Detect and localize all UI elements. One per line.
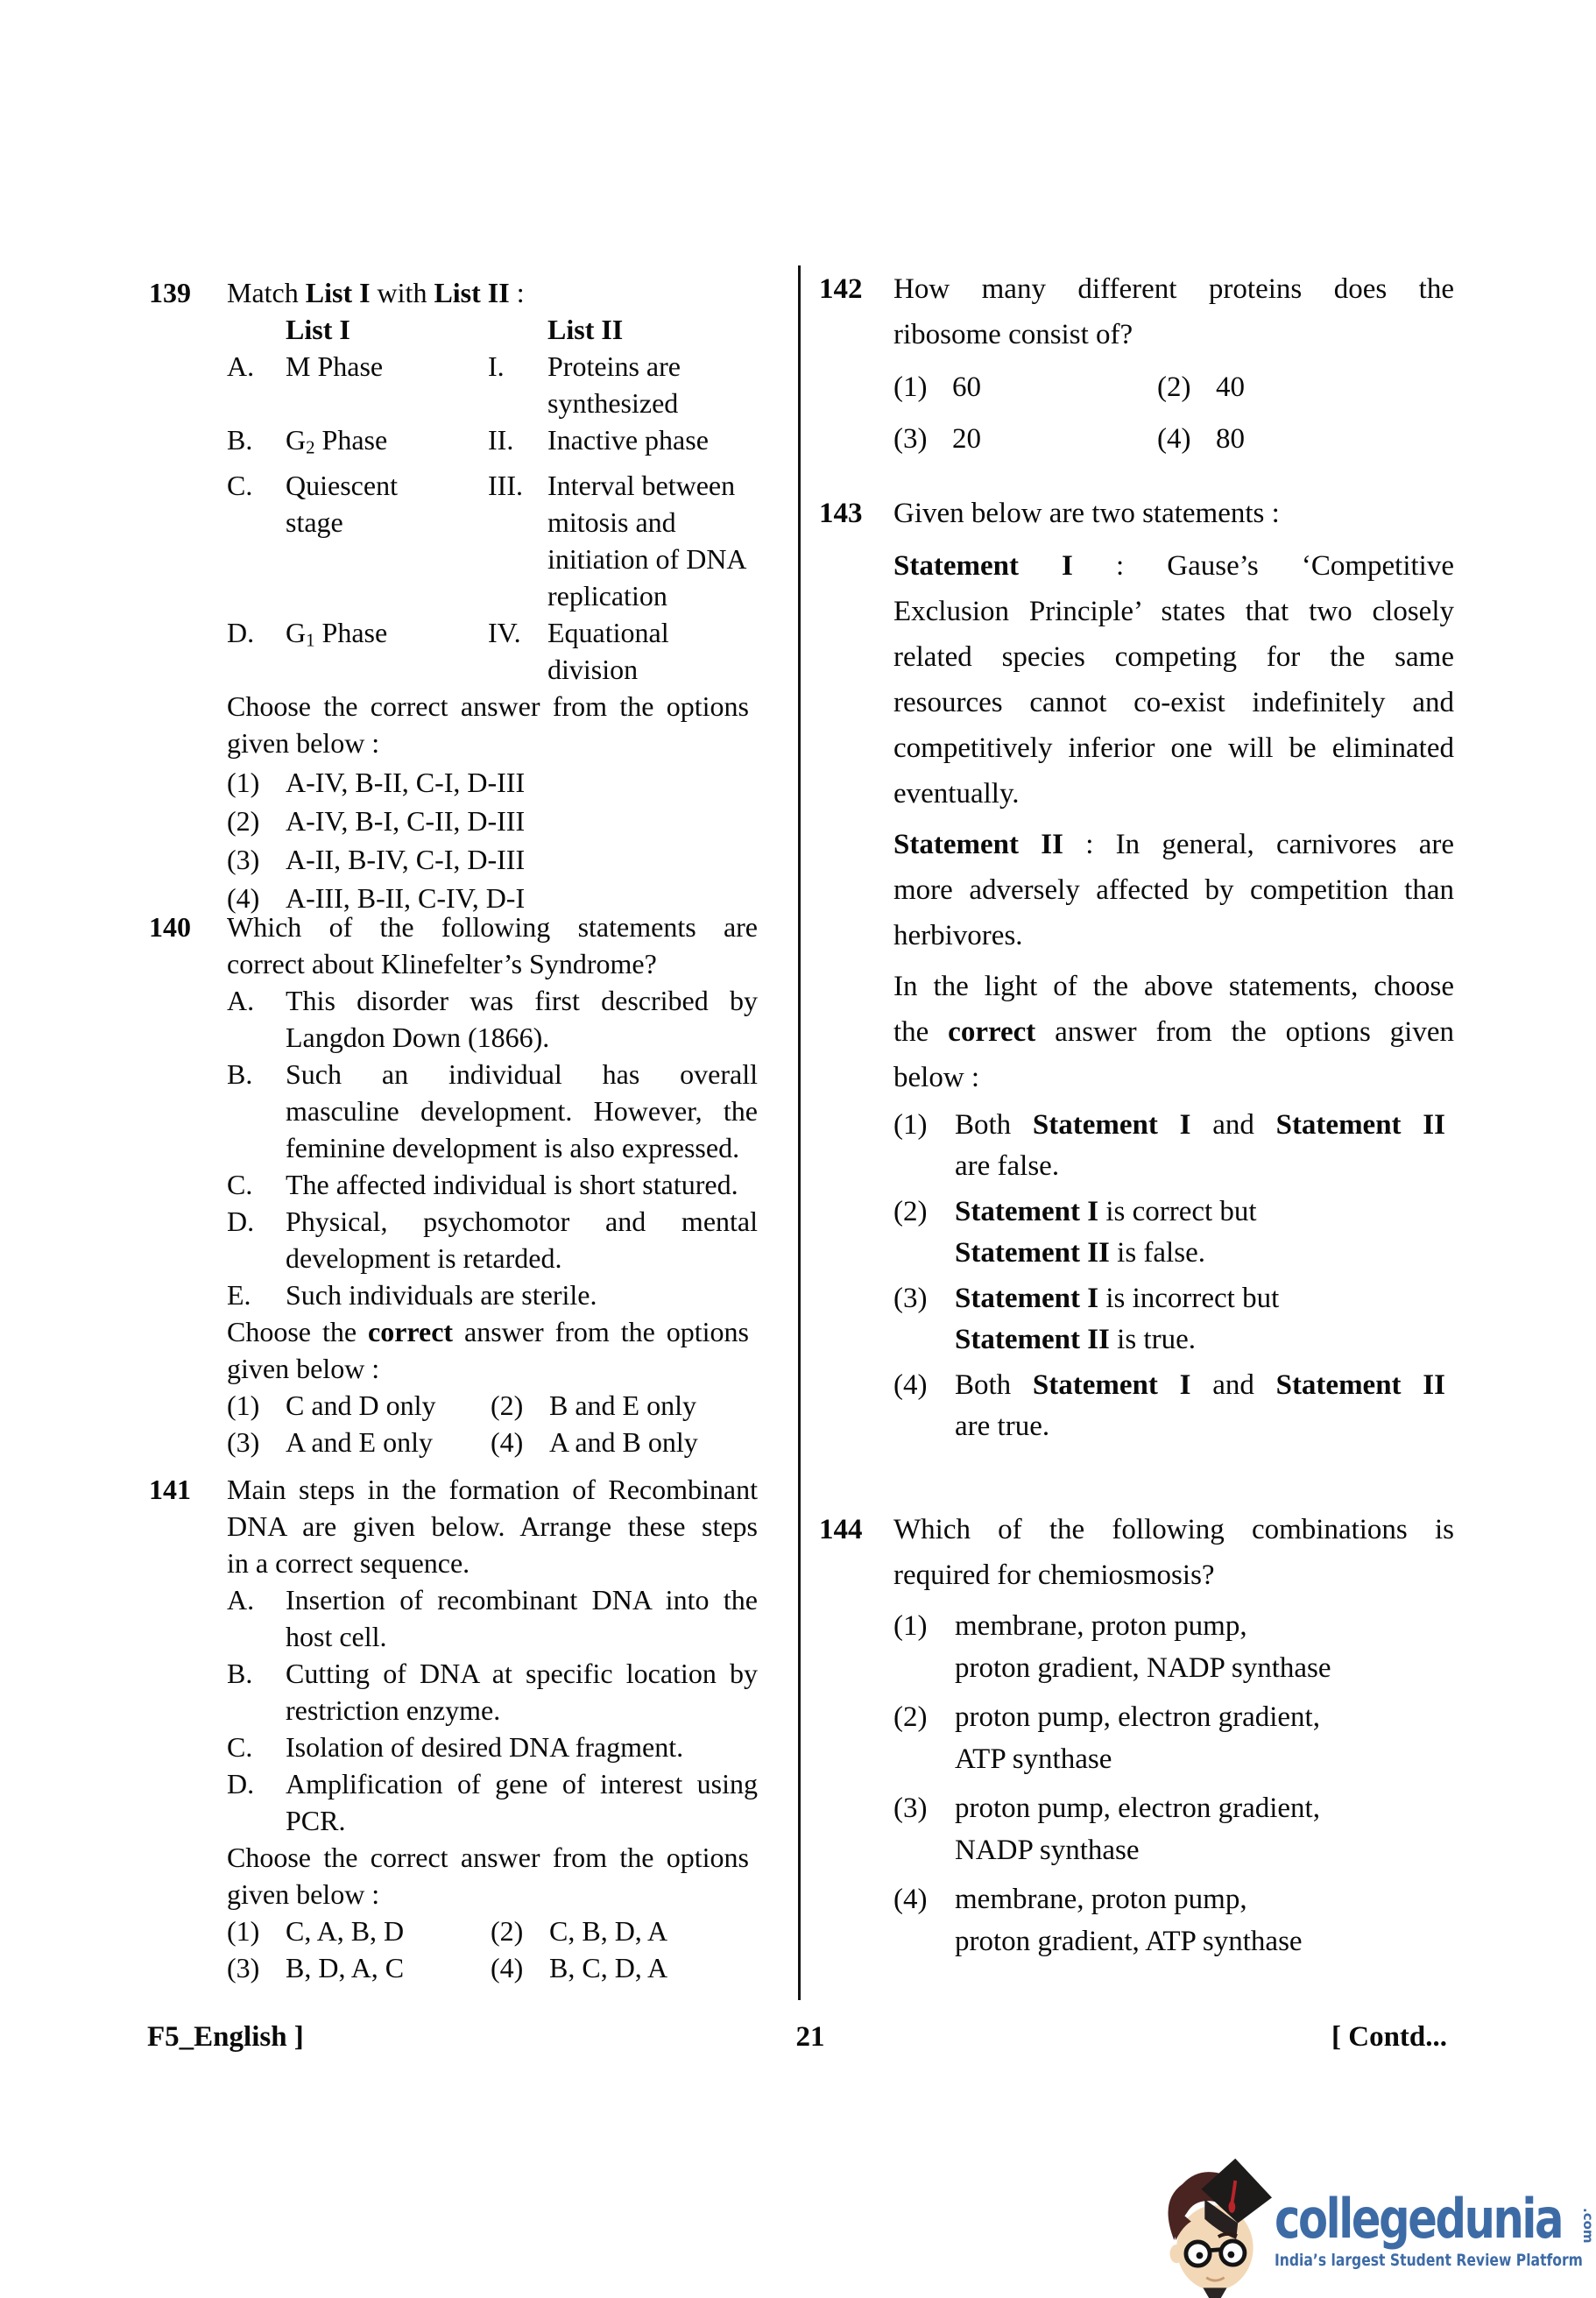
item-text xyxy=(286,1166,758,1203)
text-line: How many different proteins does the xyxy=(893,273,1454,305)
option-text xyxy=(955,1278,1445,1361)
row-item xyxy=(286,421,488,467)
option-text xyxy=(955,1191,1445,1274)
option-label: (1) xyxy=(227,766,260,798)
option-text xyxy=(955,1787,1445,1871)
text-line: DNA are given below. Arrange these steps xyxy=(227,1510,758,1542)
text-line: NADP synthase xyxy=(955,1835,1140,1866)
statement-b xyxy=(227,1056,758,1166)
question-144-text xyxy=(893,1507,1454,1598)
option-text xyxy=(955,1605,1445,1689)
text-line: $G_2$ Phase xyxy=(286,424,388,458)
text-line: below : xyxy=(893,1062,980,1093)
text-line: Such an individual has overall xyxy=(286,1058,758,1090)
options-row-2 xyxy=(893,416,1470,462)
item-letter: C. xyxy=(227,1169,253,1200)
option-text: 20 xyxy=(952,423,981,455)
text-line: Amplification of gene of interest using xyxy=(286,1768,758,1800)
step-a xyxy=(227,1581,758,1655)
option-label: (2) xyxy=(1157,371,1191,403)
list1-header: List I xyxy=(286,314,350,345)
option-text: A-IV, B-II, C-I, D-III xyxy=(286,766,526,798)
question-140-text xyxy=(227,909,758,982)
item-text xyxy=(286,1276,758,1313)
option-text: 40 xyxy=(1216,371,1245,403)
option-text: B, C, D, A xyxy=(549,1952,668,1983)
option-text xyxy=(955,1696,1445,1780)
question-142-text xyxy=(893,266,1454,357)
item-text xyxy=(286,982,758,1056)
question-139-intro xyxy=(227,274,758,311)
options-row-2 xyxy=(227,1424,758,1460)
text-line: given below : xyxy=(227,1878,380,1910)
option-label: (1) xyxy=(227,1389,260,1421)
option-label: (1) xyxy=(893,1610,928,1642)
text-line: Which of the following combinations is xyxy=(893,1514,1454,1545)
text-line: initiation of DNA xyxy=(547,542,747,575)
statement-a xyxy=(227,982,758,1056)
text-line: stage xyxy=(286,506,343,538)
text-line: proton pump, electron gradient, xyxy=(955,1701,1320,1733)
row-letter: D. xyxy=(227,616,255,648)
item-letter: A. xyxy=(227,1584,255,1616)
row-letter: B. xyxy=(227,424,253,456)
text-line: more adversely affected by competition than xyxy=(893,874,1454,906)
statement-2 xyxy=(893,822,1454,958)
column-divider-rule xyxy=(798,265,801,2000)
option-1 xyxy=(893,1605,1470,1689)
text-line: Choose the correct answer from the options xyxy=(227,689,749,722)
match-row-a xyxy=(227,348,758,421)
option-text: C, A, B, D xyxy=(286,1915,405,1947)
option-label: (1) xyxy=(893,371,928,403)
step-d xyxy=(227,1765,758,1839)
option-1 xyxy=(227,763,758,802)
text-line: given below : xyxy=(227,1353,380,1384)
text-line: $G_1$ Phase xyxy=(286,616,388,651)
text-line: The affected individual is short statured. xyxy=(286,1169,738,1200)
step-b xyxy=(227,1655,758,1729)
option-2 xyxy=(227,802,758,840)
option-label: (3) xyxy=(893,1792,928,1824)
logo-text xyxy=(1275,2187,1596,2270)
text-line: proton gradient, NADP synthase xyxy=(955,1652,1331,1684)
text-line: correct about Klinefelter’s Syndrome? xyxy=(227,948,657,979)
text-line: Statement I is correct but xyxy=(955,1196,1257,1227)
question-142-number: 142 xyxy=(819,273,863,305)
row-numeral: II. xyxy=(488,424,514,456)
text-line: Quiescent xyxy=(286,469,398,501)
match-row-c xyxy=(227,467,758,614)
row-letter: A. xyxy=(227,350,255,382)
text-line: Choose the correct answer from the options xyxy=(227,1316,750,1347)
text-line: herbivores. xyxy=(893,920,1023,951)
row-numeral: IV. xyxy=(488,616,521,648)
question-144 xyxy=(815,1507,1470,1962)
text-line: mitosis and xyxy=(547,506,676,538)
choose-instruction xyxy=(227,1313,749,1387)
text-line: Physical, psychomotor and mental xyxy=(286,1206,758,1237)
collegedunia-mascot-icon xyxy=(1152,2152,1275,2298)
question-140 xyxy=(140,909,758,1460)
option-4 xyxy=(893,1365,1470,1447)
text-line: Insertion of recombinant DNA into the xyxy=(286,1584,758,1616)
statement-1 xyxy=(893,543,1454,817)
option-text: 80 xyxy=(1216,423,1245,455)
row-letter: C. xyxy=(227,469,253,501)
text-line: Given below are two statements : xyxy=(893,498,1280,529)
footer-contd-label: [ Contd... xyxy=(1331,2021,1448,2053)
option-2 xyxy=(893,1191,1470,1274)
option-label: (3) xyxy=(893,1283,928,1314)
logo-tld-text: .com xyxy=(1580,2208,1596,2244)
question-139-options xyxy=(227,763,758,917)
text-line: M Phase xyxy=(286,350,384,382)
item-letter: D. xyxy=(227,1768,255,1800)
match-row-b xyxy=(227,421,758,467)
option-3 xyxy=(893,1278,1470,1361)
footer-paper-code: F5_English ] xyxy=(147,2021,304,2053)
question-142-options xyxy=(893,364,1470,462)
item-text xyxy=(286,1729,758,1765)
option-label: (3) xyxy=(227,1426,260,1458)
text-line: proton pump, electron gradient, xyxy=(955,1792,1320,1824)
text-line: development is retarded. xyxy=(286,1242,562,1274)
question-144-options xyxy=(893,1605,1470,1962)
option-label: (2) xyxy=(491,1389,524,1421)
item-text xyxy=(286,1581,758,1655)
list2-header: List II xyxy=(547,314,624,345)
option-3 xyxy=(893,1787,1470,1871)
option-label: (1) xyxy=(893,1109,928,1141)
text-line: given below : xyxy=(227,726,380,759)
question-143-options xyxy=(893,1105,1470,1447)
option-label: (2) xyxy=(227,804,260,837)
text-line: synthesized xyxy=(547,387,679,419)
row-numeral: III. xyxy=(488,469,523,501)
text-line: Inactive phase xyxy=(547,424,709,456)
option-label: (4) xyxy=(893,1369,928,1401)
row-desc xyxy=(547,421,753,467)
option-text: B and E only xyxy=(549,1389,696,1421)
match-table-header xyxy=(227,311,758,348)
choose-instruction xyxy=(227,688,749,761)
option-text: A-IV, B-I, C-II, D-III xyxy=(286,804,526,837)
item-letter: D. xyxy=(227,1206,255,1237)
footer-page-number: 21 xyxy=(795,2021,825,2053)
option-text: A-III, B-II, C-IV, D-I xyxy=(286,881,526,914)
row-item xyxy=(286,348,488,421)
option-3 xyxy=(227,840,758,879)
collegedunia-logo xyxy=(1143,2145,1596,2298)
text-line: In the light of the above statements, choose xyxy=(893,971,1454,1002)
item-text xyxy=(286,1056,758,1166)
option-label: (4) xyxy=(1157,423,1191,455)
text-line: Isolation of desired DNA fragment. xyxy=(286,1731,684,1763)
question-141 xyxy=(140,1471,758,1986)
text-line: Langdon Down (1866). xyxy=(286,1022,550,1053)
option-label: (3) xyxy=(893,423,928,455)
option-text: C and D only xyxy=(286,1389,436,1421)
option-label: (3) xyxy=(227,843,260,875)
text-line: Interval between xyxy=(547,469,736,501)
text-line: division xyxy=(547,653,639,685)
text-line: Match List I with List II : xyxy=(227,277,525,308)
option-2 xyxy=(893,1696,1470,1780)
text-line: masculine development. However, the xyxy=(286,1095,758,1127)
question-139-number: 139 xyxy=(149,277,191,308)
text-line: resources cannot co-exist indefinitely and xyxy=(893,687,1454,718)
question-140-options xyxy=(227,1387,758,1460)
text-line: Which of the following statements are xyxy=(227,911,758,943)
text-line: Main steps in the formation of Recombinant xyxy=(227,1474,758,1505)
option-label: (2) xyxy=(491,1915,524,1947)
text-line: Such individuals are sterile. xyxy=(286,1279,597,1311)
row-desc xyxy=(547,467,753,614)
item-letter: B. xyxy=(227,1058,253,1090)
option-text: B, D, A, C xyxy=(286,1952,405,1983)
text-line: host cell. xyxy=(286,1621,387,1652)
text-line: are true. xyxy=(955,1411,1050,1442)
row-item xyxy=(286,614,488,688)
text-line: membrane, proton pump, xyxy=(955,1610,1247,1642)
options-row-1 xyxy=(227,1387,758,1424)
step-c xyxy=(227,1729,758,1765)
option-text: A-II, B-IV, C-I, D-III xyxy=(286,843,526,875)
options-row-2 xyxy=(227,1949,758,1986)
option-label: (3) xyxy=(227,1952,260,1983)
question-143-text xyxy=(893,491,1454,536)
statement-d xyxy=(227,1203,758,1276)
question-144-number: 144 xyxy=(819,1514,863,1545)
option-label: (4) xyxy=(491,1952,524,1983)
text-line: Both Statement I and Statement II xyxy=(955,1369,1445,1401)
option-text: 60 xyxy=(952,371,981,403)
options-row-1 xyxy=(227,1913,758,1949)
option-label: (2) xyxy=(893,1701,928,1733)
option-text: A and E only xyxy=(286,1426,433,1458)
item-letter: B. xyxy=(227,1658,253,1689)
option-label: (2) xyxy=(893,1196,928,1227)
text-line: Statement I : Gause’s ‘Competitive xyxy=(893,550,1454,582)
text-line: Statement II is true. xyxy=(955,1324,1196,1355)
match-row-d xyxy=(227,614,758,688)
question-141-text xyxy=(227,1471,758,1581)
text-line: Statement II is false. xyxy=(955,1237,1205,1269)
question-143-number: 143 xyxy=(819,498,863,529)
question-142 xyxy=(815,266,1470,462)
statement-c xyxy=(227,1166,758,1203)
option-text xyxy=(955,1365,1445,1447)
text-line: PCR. xyxy=(286,1805,346,1836)
option-text xyxy=(955,1878,1445,1962)
item-text xyxy=(286,1203,758,1276)
option-text: A and B only xyxy=(549,1426,698,1458)
logo-tagline: India’s largest Student Review Platform xyxy=(1275,2251,1583,2270)
text-line: competitively inferior one will be eliminated xyxy=(893,732,1454,764)
text-line: Proteins are xyxy=(547,350,681,382)
choose-instruction xyxy=(227,1839,749,1913)
text-line: eventually. xyxy=(893,778,1020,810)
item-letter: E. xyxy=(227,1279,251,1311)
option-1 xyxy=(893,1105,1470,1187)
option-text xyxy=(955,1105,1445,1187)
row-desc xyxy=(547,614,753,688)
text-line: feminine development is also expressed. xyxy=(286,1132,740,1163)
option-text: C, B, D, A xyxy=(549,1915,668,1947)
item-letter: A. xyxy=(227,985,255,1016)
option-label: (4) xyxy=(893,1884,928,1915)
statement-e xyxy=(227,1276,758,1313)
item-text xyxy=(286,1655,758,1729)
text-line: replication xyxy=(547,579,667,612)
text-line: Both Statement I and Statement II xyxy=(955,1109,1445,1141)
text-line: Exclusion Principle’ states that two closely xyxy=(893,596,1454,627)
question-139 xyxy=(140,274,758,917)
text-line: related species competing for the same xyxy=(893,641,1454,673)
text-line: required for chemiosmosis? xyxy=(893,1559,1215,1591)
text-line: ATP synthase xyxy=(955,1743,1112,1775)
row-item xyxy=(286,467,488,614)
text-line: Choose the correct answer from the options xyxy=(227,1842,749,1873)
item-letter: C. xyxy=(227,1731,253,1763)
option-label: (4) xyxy=(491,1426,524,1458)
choose-instruction xyxy=(893,964,1454,1100)
text-line: proton gradient, ATP synthase xyxy=(955,1926,1303,1957)
text-line: This disorder was first described by xyxy=(286,985,758,1016)
text-line: in a correct sequence. xyxy=(227,1547,470,1579)
text-line: restriction enzyme. xyxy=(286,1694,501,1726)
text-line: are false. xyxy=(955,1150,1060,1182)
question-141-options xyxy=(227,1913,758,1986)
text-line: Equational xyxy=(547,616,669,648)
row-numeral: I. xyxy=(488,350,505,382)
option-label: (4) xyxy=(227,881,260,914)
row-desc xyxy=(547,348,753,421)
option-4 xyxy=(893,1878,1470,1962)
text-line: Statement I is incorrect but xyxy=(955,1283,1280,1314)
question-140-number: 140 xyxy=(149,911,191,943)
text-line: the correct answer from the options given xyxy=(893,1016,1454,1048)
logo-brand-text: collegedunia xyxy=(1275,2187,1563,2251)
text-line: Statement II : In general, carnivores are xyxy=(893,829,1454,860)
options-row-1 xyxy=(893,364,1470,410)
question-141-number: 141 xyxy=(149,1474,191,1505)
item-text xyxy=(286,1765,758,1839)
option-label: (1) xyxy=(227,1915,260,1947)
text-line: ribosome consist of? xyxy=(893,319,1133,350)
text-line: membrane, proton pump, xyxy=(955,1884,1247,1915)
question-143 xyxy=(815,491,1470,1447)
text-line: Cutting of DNA at specific location by xyxy=(286,1658,758,1689)
